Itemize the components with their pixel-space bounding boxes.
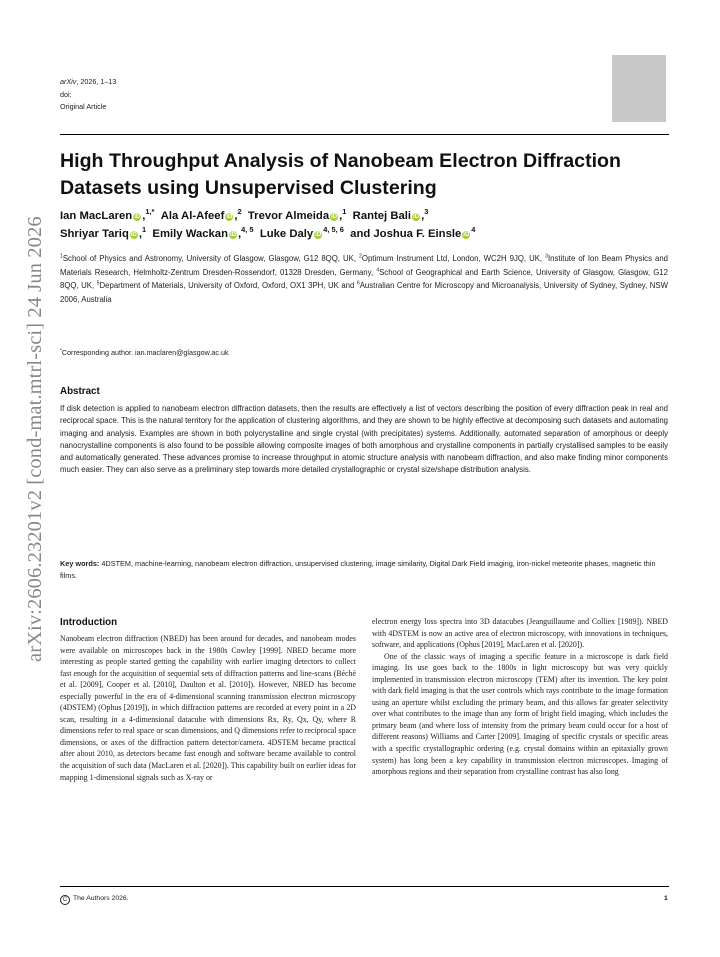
introduction-paragraph: electron energy loss spectra into 3D datacubes (Jeanguillaume and Colliex [1989]). NBED with 4DSTEM is now an active area of electron microscopy, with innovations in techniques, software, and applications (Ophus [2019], MacLaren et al. [2020]). (372, 617, 668, 650)
author-list (60, 207, 670, 243)
corresponding-author: *Corresponding author. ian.maclaren@glasgow.ac.uk (60, 348, 229, 357)
author: Emily Wackan iD ,$^{4, 5}$ (152, 225, 254, 240)
paper-title: High Throughput Analysis of Nanobeam Electron Diffraction Datasets using Unsupervised Clustering (60, 150, 621, 199)
article-type: Original Article (60, 102, 107, 111)
journal-logo-placeholder (612, 55, 666, 122)
copyright-icon: C (60, 895, 70, 905)
footer-rule (60, 886, 669, 887)
affiliation: Department of Materials, University of Oxford, Oxford, OX1 3PH, UK and (99, 281, 357, 291)
journal-name: arXiv (60, 77, 77, 86)
author: Joshua F. Einsle $iD^4$ (373, 225, 476, 240)
author: Rantej Bali iD ,$^3$ (352, 207, 429, 222)
journal-issue: , 2026, 1–13 (76, 77, 117, 86)
orcid-icon[interactable]: iD (413, 214, 420, 220)
orcid-icon[interactable]: iD (463, 232, 470, 238)
introduction-heading: Introduction (60, 617, 118, 628)
affiliation: Optimum Instrument Ltd, London, WC2H 9JQ, UK, (361, 254, 546, 263)
doi-line: doi: (60, 89, 72, 99)
orcid-icon[interactable]: iD (315, 232, 322, 238)
author: Trevor Almeida iD ,$^1$ (247, 207, 347, 222)
affiliation: Australian Centre for Microscopy and Microanalysis, University of Sydney, Sydney, NSW 2006, Australia (60, 281, 668, 304)
journal-line (60, 76, 116, 89)
author: Shriyar Tariq iD ,$^1$ (60, 225, 147, 240)
author: Luke Daly iD$^{4, 5, 6}$ (259, 225, 344, 240)
abstract-body: If disk detection is applied to nanobeam electron diffraction datasets, then the results are effectively a list of vectors describing the position of every diffraction peak in real and reciprocal space. This is the natural territory for the application of clustering algorithms, and they are shown to be highly effective at decomposing such datasets and automating imaging and analysis. Examples are shown in both polycrystalline and single crystal (with precipitates) systems. Additionally, automated separation of amorphous or deeply nanocrystalline components is also found to be possible allowing composite images of both amorphous and crystalline components in partially crystallised samples to be easily and automatically generated. These advances promise to increase throughput in atomic structure analysis with nanobeam diffraction, and also make finding minor components much easier. They can also serve as a preliminary step towards more detailed crystallographic or crystal size/shape distribution analysis. (60, 404, 668, 475)
author-and: and (350, 228, 371, 240)
author: Ian MacLaren iD ,$^{1,*}$ (60, 207, 155, 222)
orcid-icon[interactable]: iD (331, 214, 338, 220)
page-number: 1 (664, 895, 668, 902)
orcid-icon[interactable]: iD (229, 232, 236, 238)
orcid-icon[interactable]: iD (134, 214, 141, 220)
affiliations: $^1$School of Physics and Astronomy, University of Glasgow, Glasgow, G12 8QQ, UK, $^2$Optimum Instrument Ltd, London, WC2H 9JQ, UK, $^3$Institute of Ion Beam Physics and Materials Research, Helmholtz-Zentrum Dresden-Rossendorf, 01328 Dresden, Germany, $^4$School of Geographical and Earth Science, University of Glasgow, Glasgow, G12 8QQ, UK, $^5$Department of Materials, University of Oxford, Oxford, OX1 3PH, UK and $^6$Australian Centre for Microscopy and Microanalysis, University of Sydney, Sydney, NSW 2006, Australia (60, 253, 669, 304)
orcid-icon[interactable]: iD (226, 214, 233, 220)
keywords (60, 558, 668, 583)
article-meta (60, 76, 116, 114)
affiliation: School of Physics and Astronomy, University of Glasgow, Glasgow, G12 8QQ, UK, (62, 254, 360, 263)
keywords-label: Key words: (60, 559, 100, 568)
header-rule (60, 134, 669, 135)
keywords-text: 4DSTEM, machine-learning, nanobeam electron diffraction, unsupervised clustering, image similarity, Digital Dark Field imaging, iron-nickel meteorite phases, magnetic thin films. (60, 559, 656, 581)
left-column (60, 633, 356, 783)
affiliation: School of Geographical and Earth Science, University of Glasgow, Glasgow, G12 8QQ, UK, (60, 267, 668, 291)
author: Ala Al-Afeef iD ,$^2$ (160, 207, 242, 222)
right-column (372, 616, 668, 778)
orcid-icon[interactable]: iD (130, 232, 137, 238)
arxiv-identifier: arXiv:2606.23201v2 [cond-mat.mtrl-sci] 24 Jun 2026 (24, 216, 46, 662)
abstract-heading: Abstract (60, 386, 100, 397)
affiliation: Institute of Ion Beam Physics and Materials Research, Helmholtz-Zentrum Dresden-Rossendorf, 01328 Dresden, Germany, (60, 254, 669, 277)
footer-copyright: C The Authors 2026. (60, 895, 129, 905)
introduction-paragraph: One of the classic ways of imaging a specific feature in a microscope is dark field imaging. Its use goes back to the 1800s in light microscopy but was very quickly implemented in transmission electron microscopy (TEM) after its invention. The key point with dark field imaging is that the user controls which rays contribute to the image formation using an aperture whilst excluding the primary beam, and this allows far greater selectivity over what contributes to the image than any form of bright field imaging, which includes the primary beam (and where loss of intensity from the primary beam could occur for a host of different reasons) Williams and Carter [2009]. Imaging of specific crystals or specific areas with a specific crystallographic ordering (e.g. crystal domains within an epitaxially grown system) has long been a key capability in transmission electron microscopes. Imaging of amorphous regions and their separation from crystalline contrast has also long (372, 651, 668, 777)
introduction-paragraph: Nanobeam electron diffraction (NBED) has been around for decades, and nanobeam modes were available on microscopes back in the 1980s Cowley [1999]. NBED became more interesting as people started getting the capability with earlier imaging detectors to collect fast enough for the acquisition of sequential sets of diffraction patterns and line-scans (Béché et al. [2009], Cooper et al. [2010], Daulton et al. [2010]). However, NBED has become especially powerful in the era of 4-dimensional scanning transmission electron microscopy (4DSTEM) (Ophus [2019]), in which diffraction patterns are recorded at every point in a 2D scan, resulting in a 4-dimensional datacube with dimensions Rx, Ry, Qx, Qy, where R dimensions refer to real space or scan dimensions, and Q dimensions refer to reciprocal space dimensions, or axes of the diffraction pattern detector/camera. 4DSTEM became practical after about 2010, as detectors became fast enough and software became available to control the acquisition of such data (MacLaren et al. [2020]). This capability built on earlier ideas for mapping 1-dimensional signals such as X-ray or (60, 634, 356, 782)
